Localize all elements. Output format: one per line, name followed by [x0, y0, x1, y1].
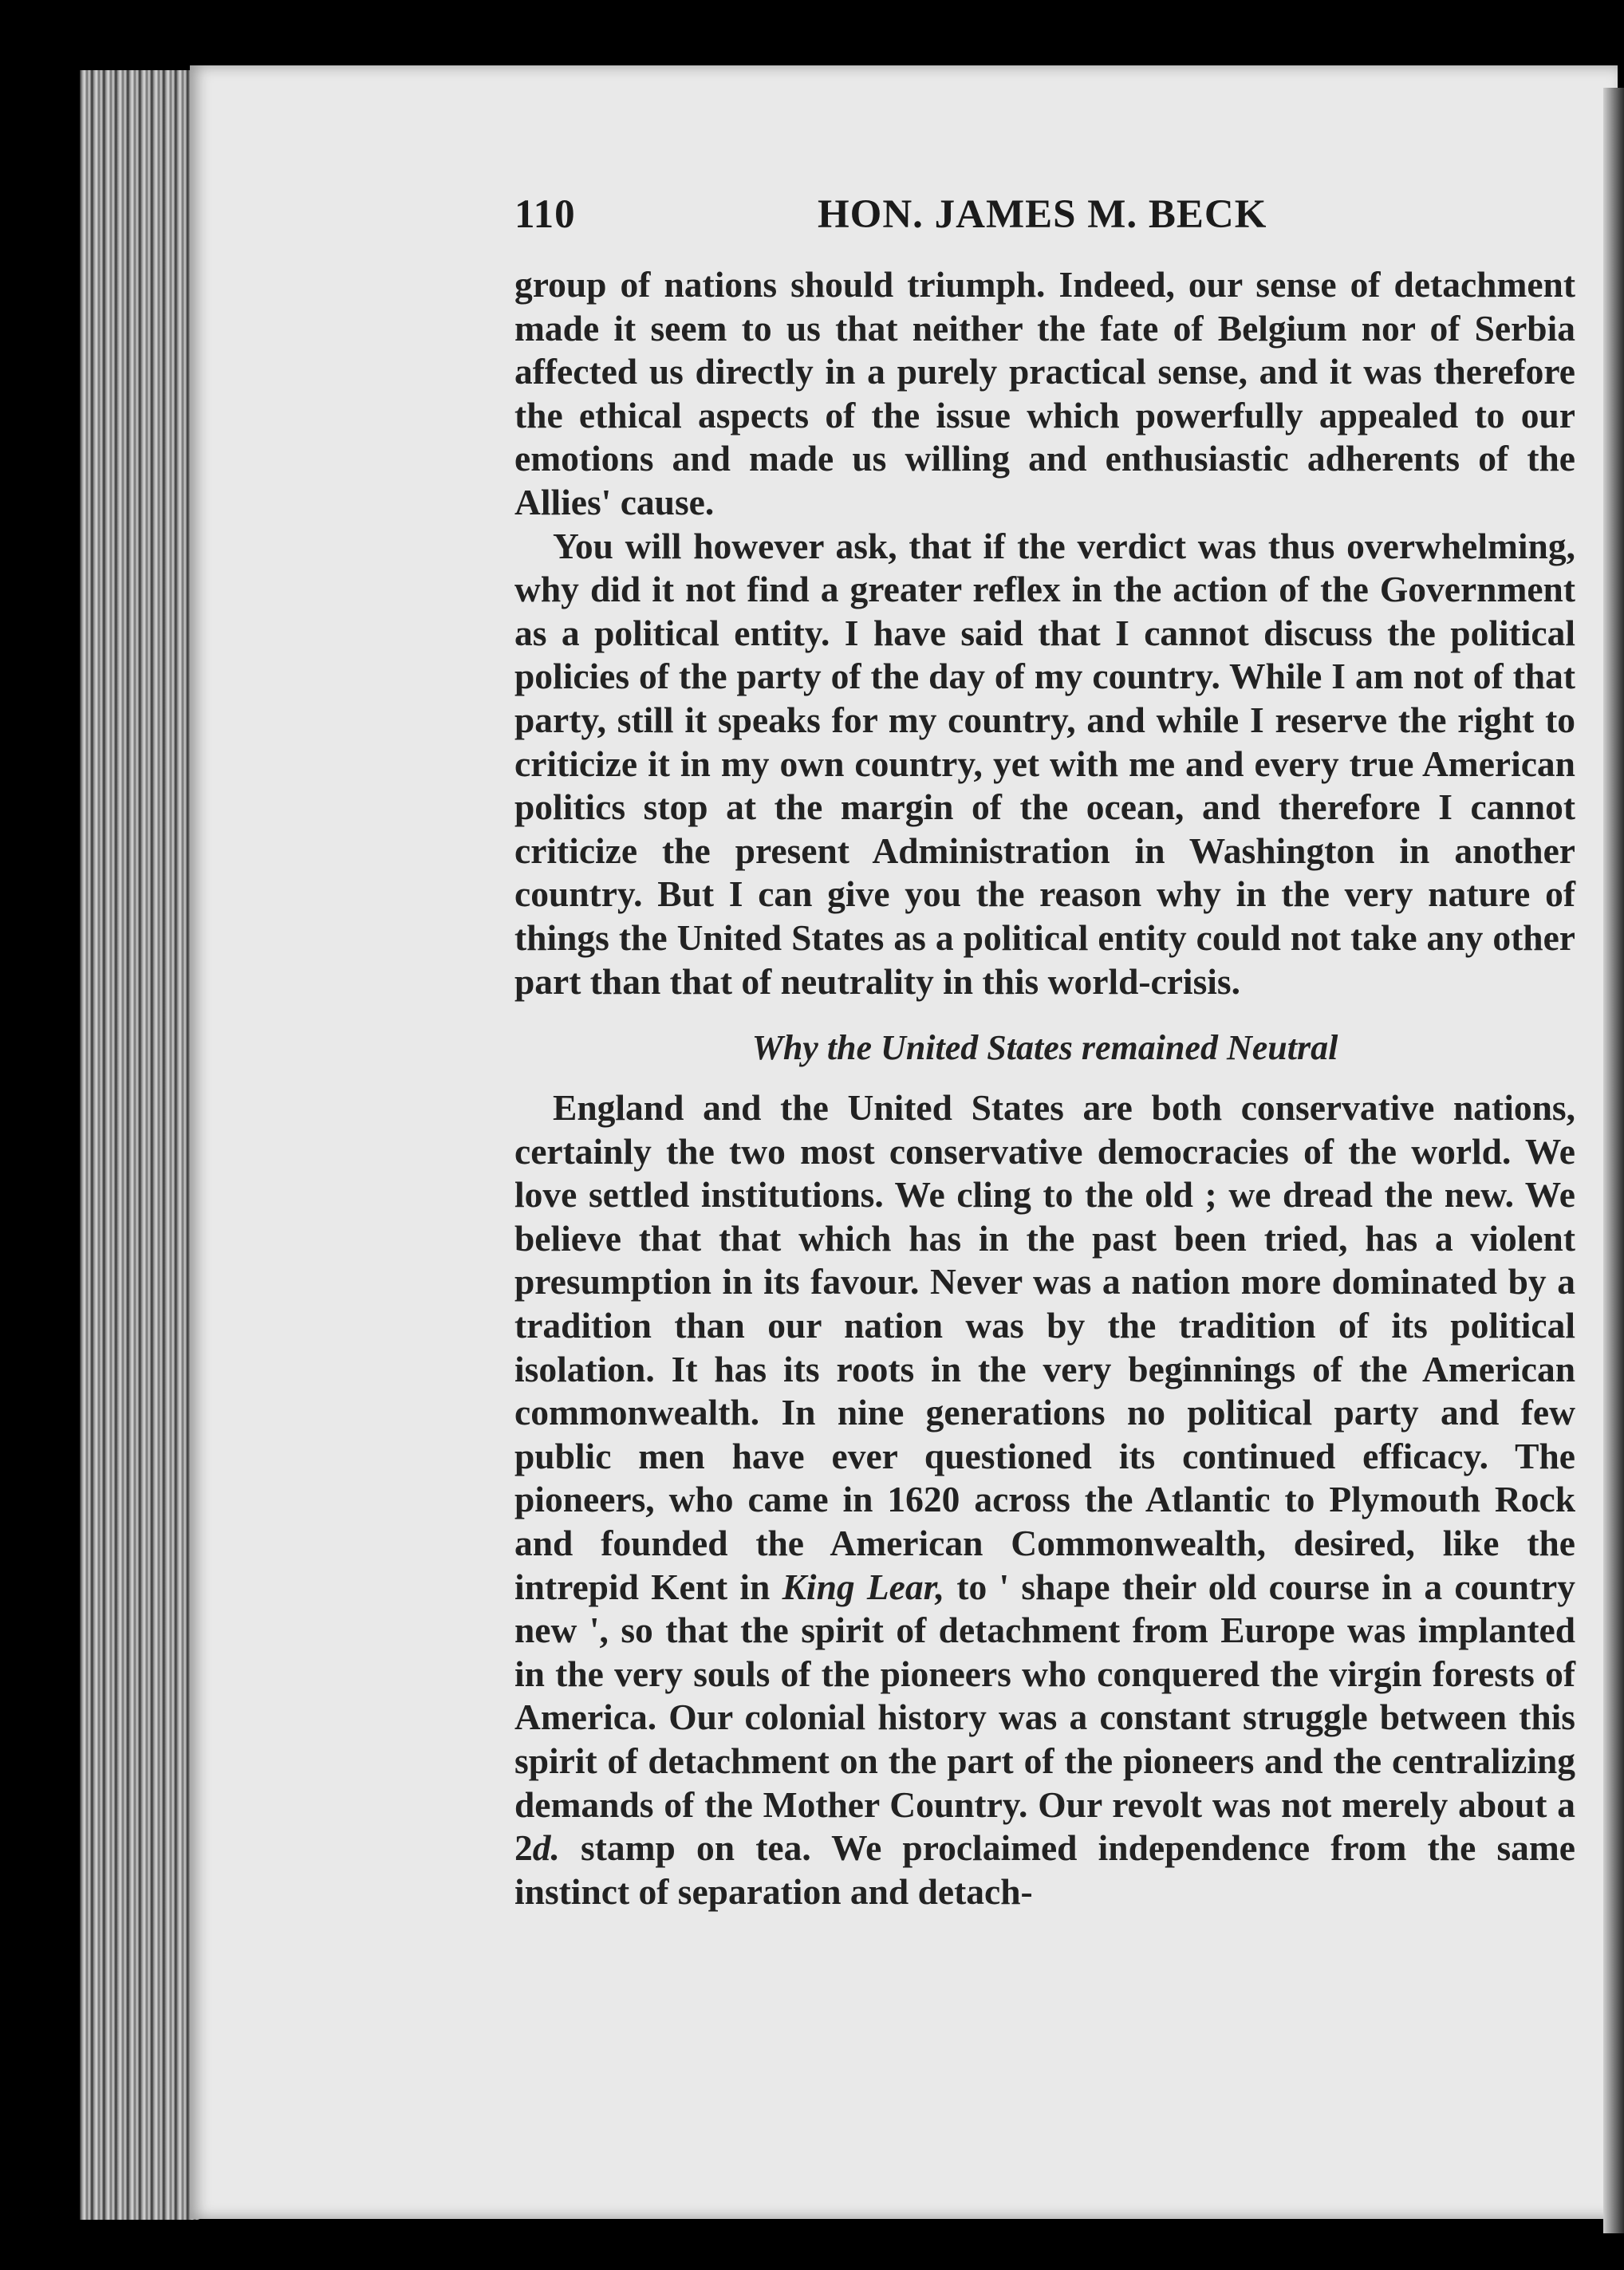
paragraph-3-part-3: stamp on tea. We proclaimed independence from the same instinct of separation and detach-: [514, 1827, 1575, 1912]
paragraph-3-part-1: England and the United States are both conservative nations, certainly the two most conservative democracies of the world. We love settled institutions. We cling to the old ; we dread the new. We believe that that which has in the past been tried, has a violent presumption in its favour. Never was a nation more dominated by a tradition than our nation was by the tradition of its political isolation. It has its roots in the very beginnings of the American commonwealth. In nine generations no political party and few public men have ever questioned its continued efficacy. The pioneers, who came in 1620 across the Atlantic to Plymouth Rock and founded the American Commonwealth, desired, like the intrepid Kent in: [514, 1087, 1575, 1607]
page-right-edge: [1603, 88, 1624, 2233]
page-number: 110: [514, 192, 576, 237]
italic-title-king-lear: King Lear,: [782, 1566, 945, 1607]
running-head: HON. JAMES M. BECK: [818, 192, 1267, 237]
paragraph-1: group of nations should triumph. Indeed, our sense of detachment made it seem to us that neither the fate of Belgium nor of Serbia affected us directly in a purely practical sense, and it was therefore the ethical aspects of the issue which powerfully appealed to our emotions and made us willing and enthusiastic adherents of the Allies' cause.: [514, 264, 1575, 522]
section-heading: Why the United States remained Neutral: [751, 1028, 1338, 1068]
page-body: [514, 263, 1575, 1913]
paragraph-3-part-2: to ' shape their old course in a country new ', so that the spirit of detachment from Europe was implanted in the very souls of the pioneers who conquered the virgin forests of America. Our colonial history was a constant struggle between this spirit of detachment on the part of the pioneers and the centralizing demands of the Mother Country. Our revolt was not merely about a 2: [514, 1566, 1575, 1869]
page-block-edges: [80, 70, 199, 2220]
paragraph-2: You will however ask, that if the verdict was thus overwhelming, why did it not find a greater reflex in the action of the Government as a political entity. I have said that I cannot discuss the political policies of the party of the day of my country. While I am not of that party, still it speaks for my country, and while I reserve the right to criticize it in my own country, yet with me and every true American politics stop at the margin of the ocean, and therefore I cannot criticize the present Administration in Washington in another country. But I can give you the reason why in the very nature of things the United States as a political entity could not take any other part than that of neutrality in this world-crisis.: [514, 525, 1575, 1002]
italic-pence-abbrev: d.: [532, 1827, 560, 1869]
paragraph-3: [514, 1086, 1575, 1913]
